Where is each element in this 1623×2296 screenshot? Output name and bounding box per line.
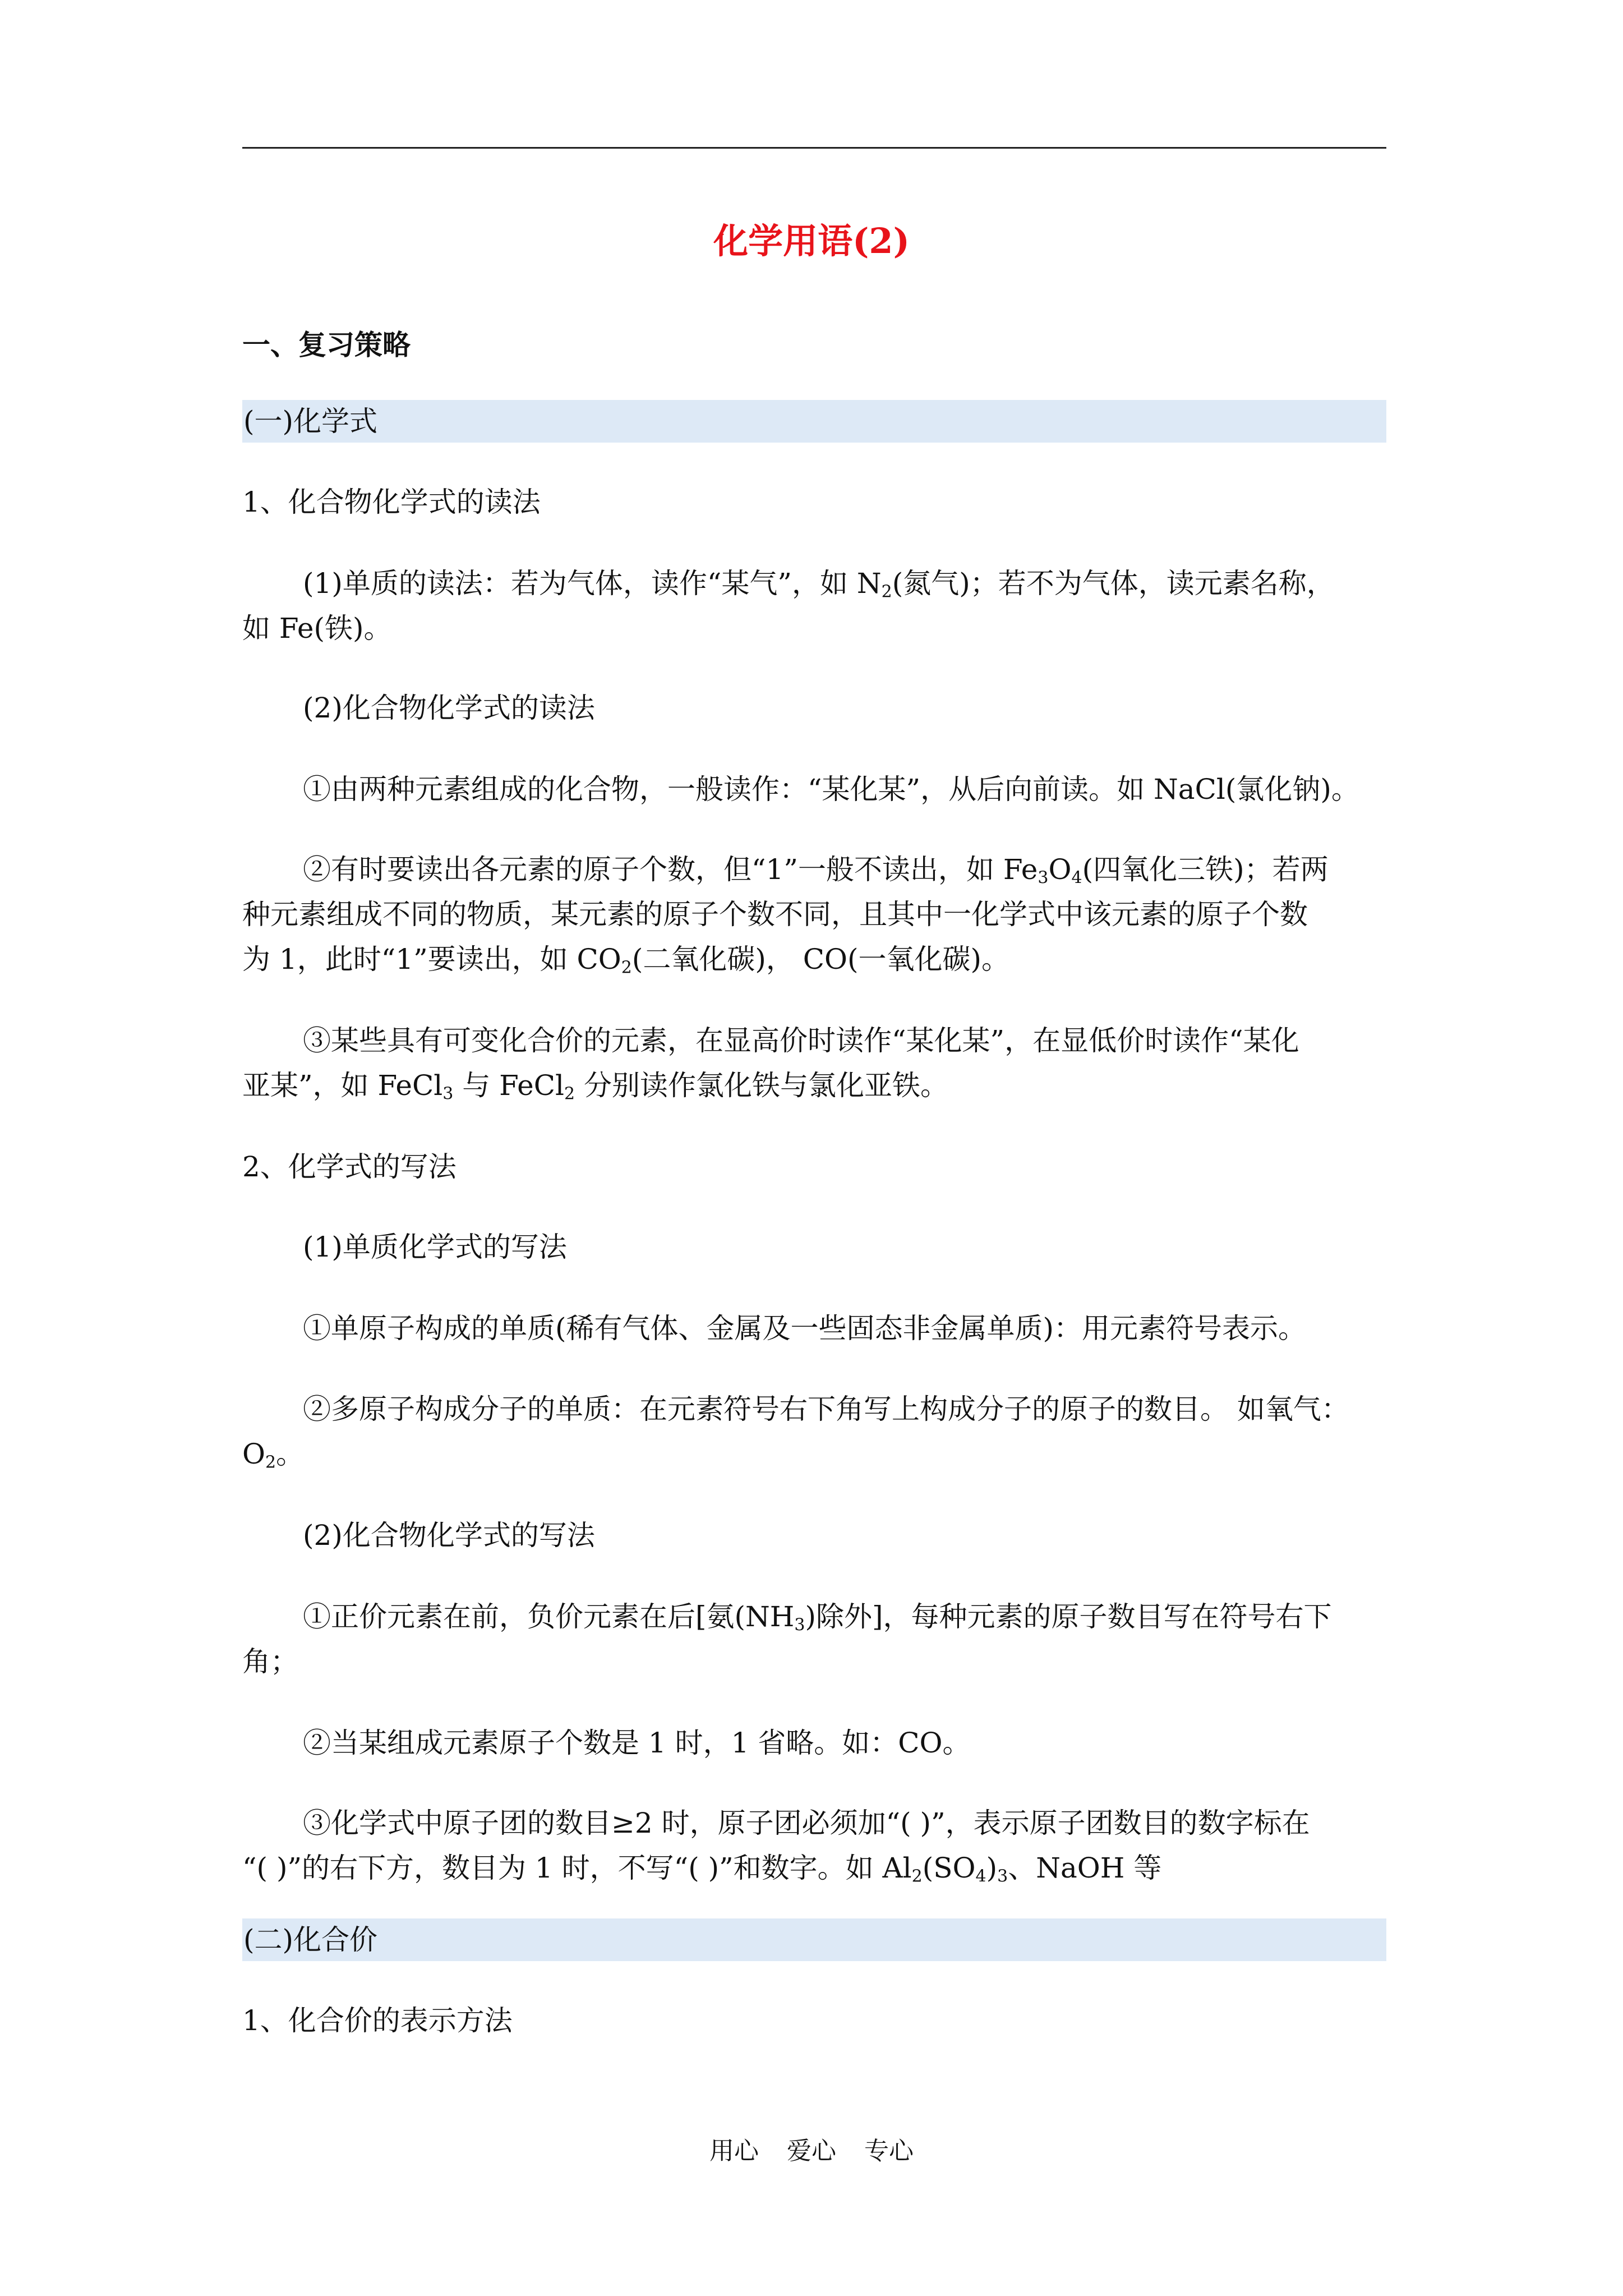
paragraph (242, 1063, 1386, 1108)
subscript: 3 (997, 1866, 1008, 1887)
paragraph: (2)化合物化学式的写法 (303, 1519, 595, 1552)
text: )除外]，每种元素的原子数目写在符号右下 (805, 1600, 1332, 1633)
text: (二氧化碳)， CO(一氧化碳)。 (631, 943, 1010, 976)
paragraph: ①单原子构成的单质(稀有气体、金属及一些固态非金属单质)：用元素符号表示。 (303, 1312, 1307, 1345)
text: “( )”的右下方，数目为 1 时，不写“( )”和数字。如 Al (242, 1852, 912, 1884)
subscript: 4 (975, 1866, 986, 1887)
paragraph: 如 Fe(铁)。 (242, 612, 392, 645)
section-heading: 一、复习策略 (242, 328, 411, 361)
paragraph: (1)单质化学式的写法 (303, 1231, 567, 1263)
subscript: 3 (1038, 868, 1049, 888)
subscript: 3 (442, 1084, 454, 1104)
page-footer: 用心 爱心 专心 (709, 2137, 914, 2165)
subscript: 3 (794, 1615, 805, 1635)
paragraph (242, 1432, 1386, 1476)
subscript: 4 (1071, 868, 1082, 888)
subscript: 2 (881, 582, 892, 602)
subsection-label: (一)化学式 (243, 405, 378, 438)
subsection-band-formula (242, 400, 1386, 443)
paragraph (242, 937, 1386, 982)
paragraph (242, 1594, 1386, 1639)
paragraph: ②当某组成元素原子个数是 1 时，1 省略。如：CO。 (303, 1727, 971, 1759)
header-rule (242, 147, 1386, 149)
text: O (242, 1438, 265, 1470)
text: (氮气)；若不为气体，读元素名称， (892, 567, 1335, 600)
text: (SO (922, 1852, 976, 1884)
paragraph: ③某些具有可变化合价的元素，在显高价时读作“某化某”，在显低价时读作“某化 (303, 1024, 1299, 1057)
paragraph: ②多原子构成分子的单质：在元素符号右下角写上构成分子的原子的数目。 如氧气： (303, 1393, 1349, 1425)
paragraph: 角； (242, 1645, 298, 1678)
text: 与 FeCl (453, 1069, 564, 1102)
paragraph: 种元素组成不同的物质，某元素的原子个数不同，且其中一化学式中该元素的原子个数 (242, 898, 1308, 931)
subscript: 2 (265, 1452, 276, 1473)
text: 、NaOH 等 (1008, 1852, 1162, 1884)
text: 为 1，此时“1”要读出，如 CO (242, 943, 621, 976)
paragraph: 2、化学式的写法 (242, 1151, 457, 1183)
paragraph (242, 847, 1386, 892)
text: ②有时要读出各元素的原子个数，但“1”一般不读出，如 Fe (303, 853, 1038, 886)
text: 。 (276, 1438, 305, 1470)
paragraph: ③化学式中原子团的数目≥2 时，原子团必须加“( )”，表示原子团数目的数字标在 (303, 1807, 1310, 1839)
subscript: 2 (621, 958, 632, 978)
subsection-band-valence (242, 1918, 1386, 1961)
paragraph: (2)化合物化学式的读法 (303, 692, 595, 724)
subscript: 2 (911, 1866, 923, 1887)
paragraph: 1、化合价的表示方法 (242, 2004, 513, 2037)
text: 分别读作氯化铁与氯化亚铁。 (575, 1069, 948, 1102)
subsection-label: (二)化合价 (243, 1924, 378, 1956)
page-title: 化学用语(2) (713, 220, 910, 261)
paragraph: 1、化合物化学式的读法 (242, 486, 541, 518)
subscript: 2 (564, 1084, 575, 1104)
text: (1)单质的读法：若为气体，读作“某气”，如 N (303, 567, 882, 600)
paragraph (242, 561, 1386, 606)
text: (四氧化三铁)；若两 (1082, 853, 1329, 886)
text: ①正价元素在前，负价元素在后[氨(NH (303, 1600, 795, 1633)
text: 亚某”，如 FeCl (242, 1069, 443, 1102)
paragraph: ①由两种元素组成的化合物，一般读作：“某化某”，从后向前读。如 NaCl(氯化钠)。 (303, 773, 1359, 806)
text: ) (986, 1852, 998, 1884)
text: O (1048, 853, 1072, 886)
paragraph (242, 1846, 1386, 1890)
